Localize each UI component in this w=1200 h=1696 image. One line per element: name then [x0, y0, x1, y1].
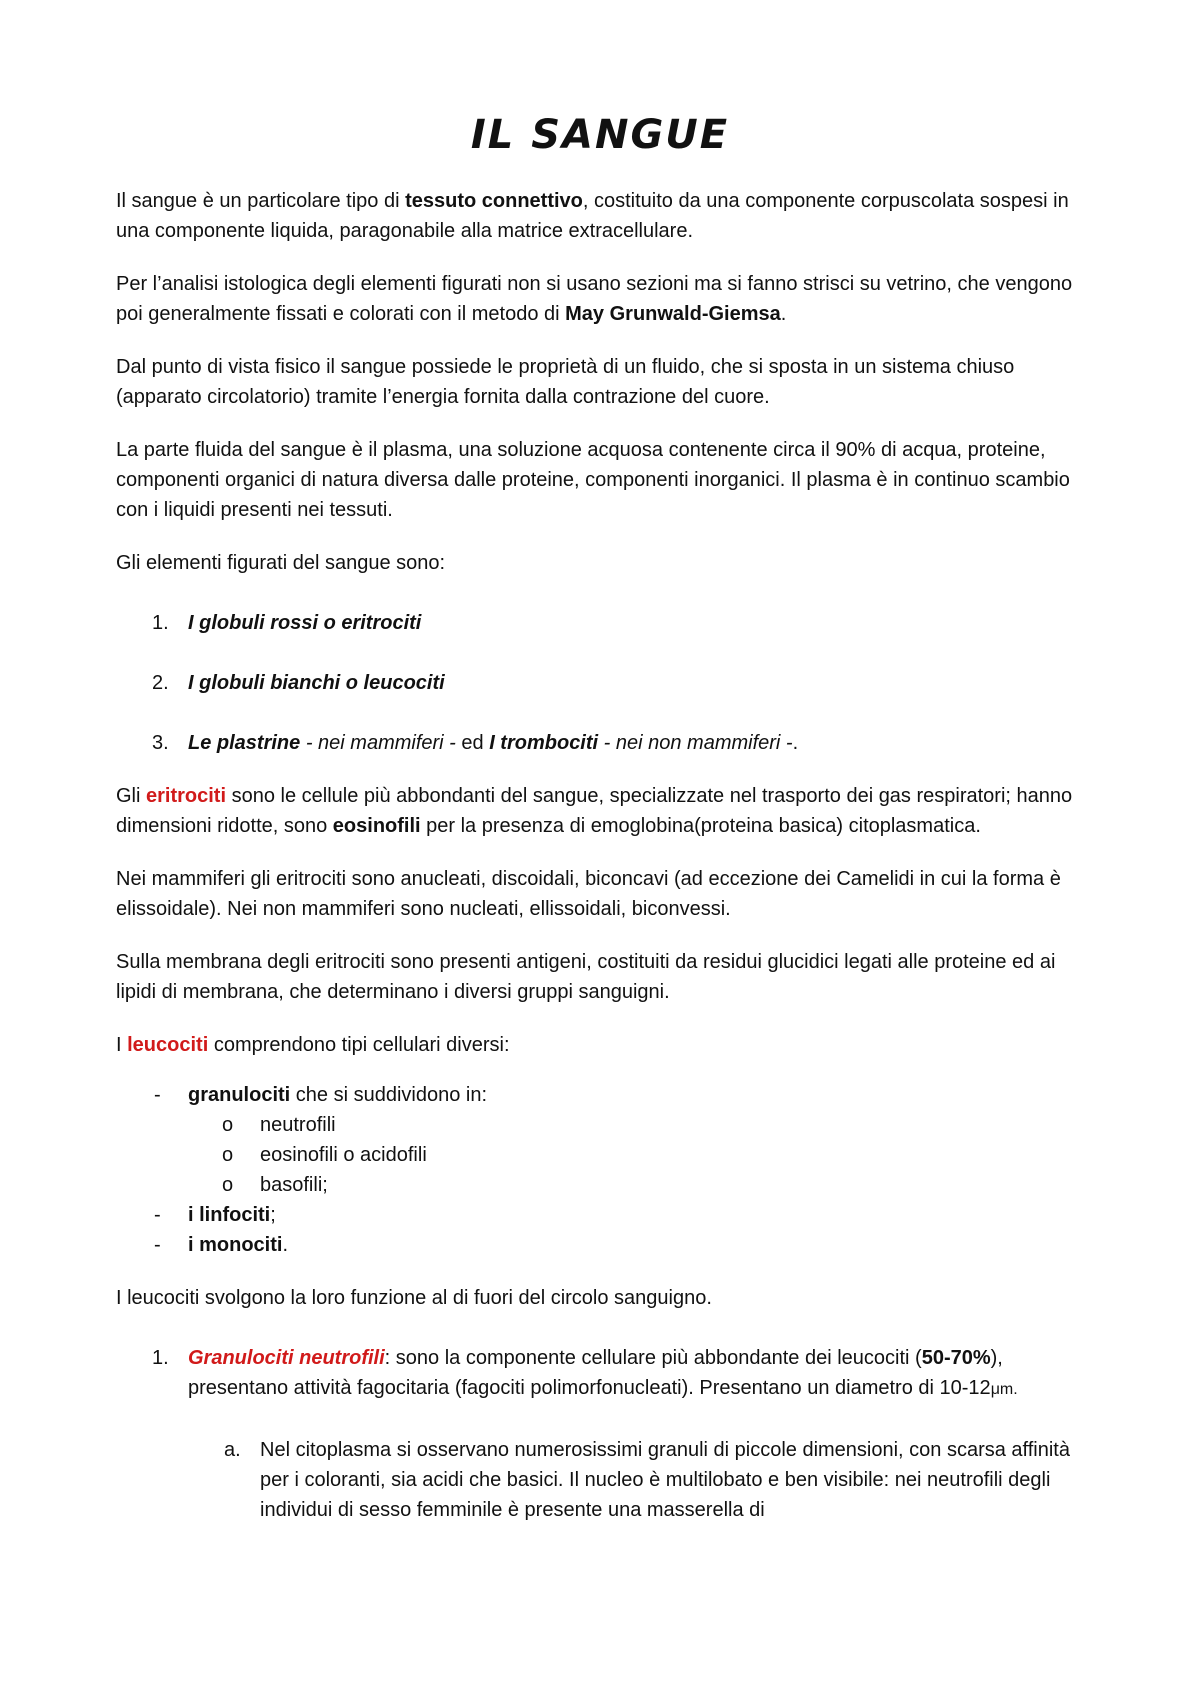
circle-bullet: o	[222, 1174, 234, 1196]
list-item	[116, 608, 1096, 638]
term-eosinofili: eosinofili	[332, 815, 421, 837]
text: .	[282, 1234, 289, 1256]
text: , costituito da una componente corpuscolata sospesi in una componente liquida, paragonabile alla matrice extracellulare.	[116, 190, 1069, 242]
sublist-item	[116, 1140, 1096, 1170]
term-monociti: monociti	[199, 1234, 283, 1256]
text: ;	[270, 1204, 276, 1226]
text: .	[792, 732, 799, 754]
text: basofili;	[260, 1174, 328, 1196]
sublist-item	[116, 1170, 1096, 1200]
term-linfociti: linfociti	[199, 1204, 271, 1226]
text: Per l’analisi istologica degli elementi figurati non si usano sezioni ma si fanno strisci su vetrino, che vengono poi generalmente fissati e colorati con il metodo di	[116, 273, 1073, 325]
text: Nel citoplasma si osservano numerosissimi granuli di piccole dimensioni, con scarsa affinità per i coloranti, sia acidi che basici. Il nucleo è multilobato e ben visibile: nei neutrofili degli individui di sesso femminile è presente una masserella di	[260, 1439, 1070, 1521]
list-number: 1.	[152, 1347, 169, 1369]
text: ed	[461, 732, 484, 754]
text: sono le cellule più abbondanti del sangue, specializzate nel trasporto dei gas respiratori; hanno dimensioni ridotte, sono	[116, 785, 1073, 837]
sublist-item	[116, 1110, 1096, 1140]
text: comprendono tipi cellulari diversi:	[208, 1034, 510, 1056]
list-letter: a.	[224, 1439, 241, 1461]
percentage-value: 50-70%	[921, 1347, 991, 1369]
unit: μm	[990, 1381, 1014, 1398]
page-title: IL SANGUE	[470, 112, 730, 158]
paragraph-membrana: Sulla membrana degli eritrociti sono presenti antigeni, costituiti da residui glucidici legati alle proteine ed ai lipidi di membrana, che determinano i diversi gruppi sanguigni.	[116, 951, 1056, 1003]
list-item	[116, 668, 1096, 698]
paragraph-eritrociti	[116, 781, 1096, 841]
term-granulociti: granulociti	[188, 1084, 291, 1106]
list-item-text: I globuli bianchi o leucociti	[188, 672, 445, 694]
term-leucociti: leucociti	[127, 1034, 209, 1056]
text: - nei mammiferi -	[300, 732, 462, 754]
text: i	[188, 1234, 200, 1256]
text: eosinofili o acidofili	[260, 1144, 427, 1166]
circle-bullet: o	[222, 1114, 234, 1136]
text: : sono la componente cellulare più abbondante dei leucociti (	[384, 1347, 922, 1369]
paragraph-mammiferi: Nei mammiferi gli eritrociti sono anucleati, discoidali, biconcavi (ad eccezione dei Camelidi in cui la forma è elissoidale). Nei non mammiferi sono nucleati, ellissoidali, biconvessi.	[116, 868, 1061, 920]
circle-bullet: o	[222, 1144, 234, 1166]
list-item	[116, 1080, 1096, 1200]
document-body	[116, 186, 1096, 1525]
list-item	[116, 1343, 1096, 1525]
term-may-grunwald: May Grunwald-Giemsa	[565, 303, 781, 325]
list-number: 3.	[152, 732, 169, 754]
paragraph-elementi: Gli elementi figurati del sangue sono:	[116, 552, 446, 574]
text: .	[780, 303, 787, 325]
list-number: 1.	[152, 612, 169, 634]
list-number: 2.	[152, 672, 169, 694]
list-item	[116, 1200, 1096, 1230]
neutrofili-sublist	[188, 1435, 1096, 1525]
text: .	[1013, 1381, 1018, 1398]
list-item	[116, 728, 1096, 758]
list-item	[116, 1230, 1096, 1260]
text: i	[188, 1204, 200, 1226]
text: per la presenza di emoglobina(proteina basica) citoplasmatica.	[420, 815, 981, 837]
text: - nei non mammiferi -	[598, 732, 793, 754]
term-granulociti-neutrofili: Granulociti neutrofili	[188, 1347, 385, 1369]
list-item-text: I globuli rossi o eritrociti	[188, 612, 422, 634]
granulociti-list	[116, 1343, 1096, 1525]
leucociti-list	[116, 1080, 1096, 1260]
text: neutrofili	[260, 1114, 336, 1136]
sublist-item	[188, 1435, 1096, 1525]
term-plastrine: Le plastrine	[188, 732, 301, 754]
text: che si suddividono in:	[290, 1084, 488, 1106]
dash-bullet: -	[154, 1204, 161, 1226]
term-trombociti: I trombociti	[483, 732, 599, 754]
text: I	[116, 1034, 128, 1056]
text: ), presentano attività fagocitaria (fagociti polimorfonucleati). Presentano un diametro di 10-12	[188, 1347, 1003, 1399]
dash-bullet: -	[154, 1234, 161, 1256]
term-eritrociti: eritrociti	[146, 785, 227, 807]
paragraph-leucociti	[116, 1030, 1096, 1060]
term-tessuto-connettivo: tessuto connettivo	[405, 190, 583, 212]
elements-list	[116, 608, 1096, 758]
text: Gli	[116, 785, 146, 807]
text: Il sangue è un particolare tipo di	[116, 190, 406, 212]
granulociti-sublist	[188, 1110, 1096, 1200]
paragraph-intro	[116, 186, 1096, 246]
paragraph-analisi	[116, 269, 1096, 329]
paragraph-fisico: Dal punto di vista fisico il sangue possiede le proprietà di un fluido, che si sposta in un sistema chiuso (apparato circolatorio) tramite l’energia fornita dalla contrazione del cuore.	[116, 356, 1015, 408]
dash-bullet: -	[154, 1084, 161, 1106]
paragraph-funzione: I leucociti svolgono la loro funzione al di fuori del circolo sanguigno.	[116, 1287, 712, 1309]
paragraph-plasma: La parte fluida del sangue è il plasma, una soluzione acquosa contenente circa il 90% di acqua, proteine, componenti organici di natura diversa dalle proteine, componenti inorganici. Il plasma è in continuo scambio con i liquidi presenti nei tessuti.	[116, 439, 1070, 521]
